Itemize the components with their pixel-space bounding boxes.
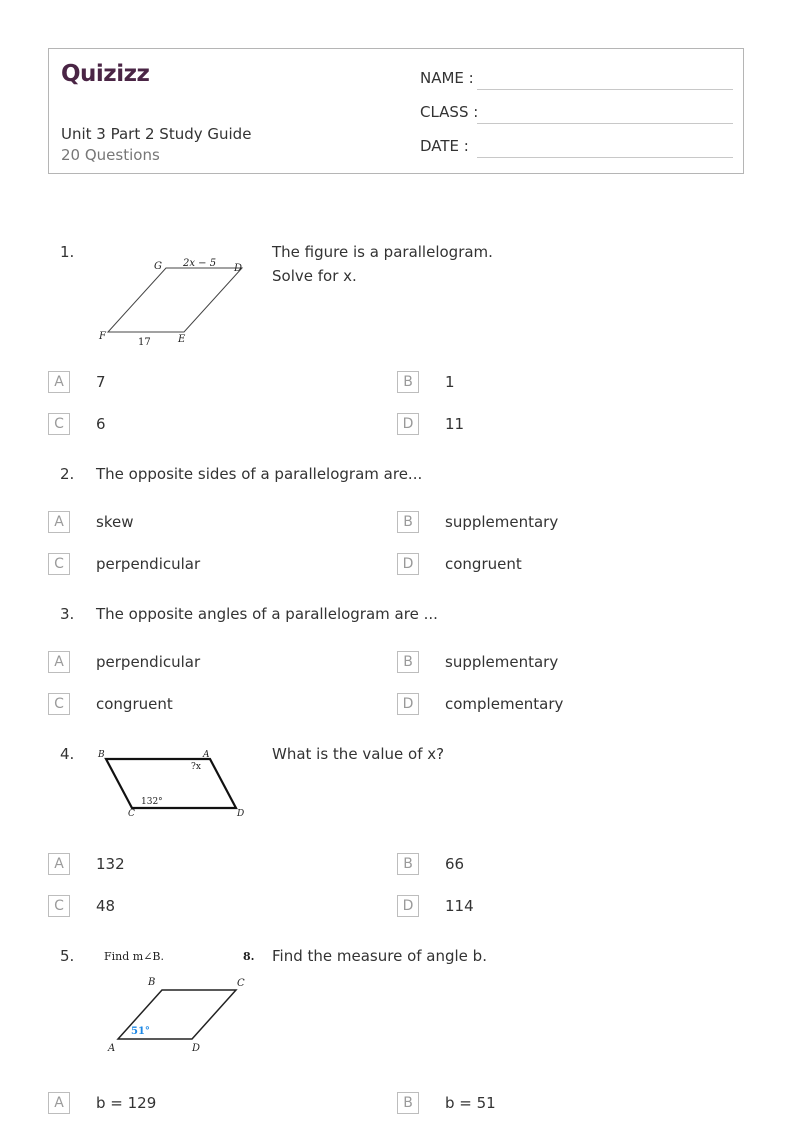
- option-c-text: perpendicular: [96, 555, 201, 573]
- option-b-box[interactable]: B: [397, 1092, 419, 1114]
- vertex-label-c: C: [128, 809, 135, 819]
- vertex-label-f: F: [99, 331, 106, 342]
- class-label: CLASS :: [420, 103, 479, 121]
- option-a-box[interactable]: A: [48, 371, 70, 393]
- question-count: 20 Questions: [61, 146, 160, 164]
- option-d-box[interactable]: D: [397, 895, 419, 917]
- question-number: 1.: [60, 243, 75, 261]
- parallelogram-figure-q4: [96, 745, 256, 825]
- quizizz-logo: [61, 59, 153, 91]
- option-a-text: skew: [96, 513, 134, 531]
- option-b-box[interactable]: B: [397, 651, 419, 673]
- angle-label-132: 132°: [141, 797, 163, 807]
- worksheet-title: Unit 3 Part 2 Study Guide: [61, 125, 252, 143]
- vertex-label-a: A: [203, 750, 210, 760]
- parallelogram-figure-q1: [96, 252, 256, 352]
- quizizz-logo-text: Quizizz: [61, 61, 150, 87]
- question-text: Find the measure of angle b.: [272, 947, 487, 965]
- option-c-box[interactable]: C: [48, 895, 70, 917]
- date-label: DATE :: [420, 137, 469, 155]
- option-c-box[interactable]: C: [48, 413, 70, 435]
- option-a-box[interactable]: A: [48, 511, 70, 533]
- figure-number: 8.: [243, 950, 255, 963]
- date-line[interactable]: [477, 157, 733, 158]
- side-label-top: 2x − 5: [183, 258, 217, 269]
- worksheet-header: [48, 48, 744, 174]
- vertex-label-d: D: [237, 809, 245, 819]
- option-b-text: supplementary: [445, 513, 559, 531]
- option-d-text: complementary: [445, 695, 564, 713]
- option-d-box[interactable]: D: [397, 553, 419, 575]
- question-number: 3.: [60, 605, 75, 623]
- vertex-label-g: G: [154, 261, 162, 272]
- option-a-box[interactable]: A: [48, 651, 70, 673]
- quizizz-logo-graphic: [61, 59, 153, 87]
- option-a-box[interactable]: A: [48, 1092, 70, 1114]
- option-c-text: 48: [96, 897, 116, 915]
- question-number: 4.: [60, 745, 75, 763]
- option-b-box[interactable]: B: [397, 853, 419, 875]
- vertex-label-d: D: [234, 263, 243, 274]
- option-d-text: congruent: [445, 555, 522, 573]
- option-c-box[interactable]: C: [48, 693, 70, 715]
- side-label-bottom: 17: [138, 337, 151, 348]
- vertex-label-e: E: [178, 334, 186, 345]
- question-text: The opposite angles of a parallelogram are ...: [96, 605, 438, 623]
- option-c-text: 6: [96, 415, 106, 433]
- question-text-line-2: Solve for x.: [272, 267, 357, 285]
- option-d-box[interactable]: D: [397, 693, 419, 715]
- option-a-text: 7: [96, 373, 106, 391]
- option-b-box[interactable]: B: [397, 371, 419, 393]
- class-line[interactable]: [477, 123, 733, 124]
- option-b-text: supplementary: [445, 653, 559, 671]
- option-a-text: perpendicular: [96, 653, 201, 671]
- question-number: 5.: [60, 947, 75, 965]
- option-d-text: 114: [445, 897, 474, 915]
- option-c-box[interactable]: C: [48, 553, 70, 575]
- option-d-text: 11: [445, 415, 465, 433]
- option-a-box[interactable]: A: [48, 853, 70, 875]
- question-text: The opposite sides of a parallelogram are...: [96, 465, 423, 483]
- vertex-label-b: B: [98, 750, 105, 760]
- parallelogram-figure-q5: [96, 944, 266, 1054]
- figure-prompt: Find m∠B.: [104, 950, 165, 963]
- option-a-text: b = 129: [96, 1094, 157, 1112]
- option-b-text: b = 51: [445, 1094, 496, 1112]
- option-c-text: congruent: [96, 695, 173, 713]
- vertex-label-b: B: [148, 977, 156, 988]
- name-label: NAME :: [420, 69, 474, 87]
- vertex-label-a: A: [108, 1043, 116, 1054]
- option-b-text: 1: [445, 373, 455, 391]
- option-b-text: 66: [445, 855, 465, 873]
- vertex-label-c: C: [237, 978, 245, 989]
- question-text: What is the value of x?: [272, 745, 445, 763]
- option-b-box[interactable]: B: [397, 511, 419, 533]
- name-line[interactable]: [477, 89, 733, 90]
- question-number: 2.: [60, 465, 75, 483]
- angle-label-51: 51°: [131, 1026, 150, 1037]
- parallelogram-shape: [108, 268, 242, 332]
- option-a-text: 132: [96, 855, 125, 873]
- question-text-line-1: The figure is a parallelogram.: [272, 243, 493, 261]
- option-d-box[interactable]: D: [397, 413, 419, 435]
- vertex-label-d: D: [192, 1043, 201, 1054]
- parallelogram-shape: [106, 759, 236, 808]
- angle-label-x: ?x: [191, 762, 201, 772]
